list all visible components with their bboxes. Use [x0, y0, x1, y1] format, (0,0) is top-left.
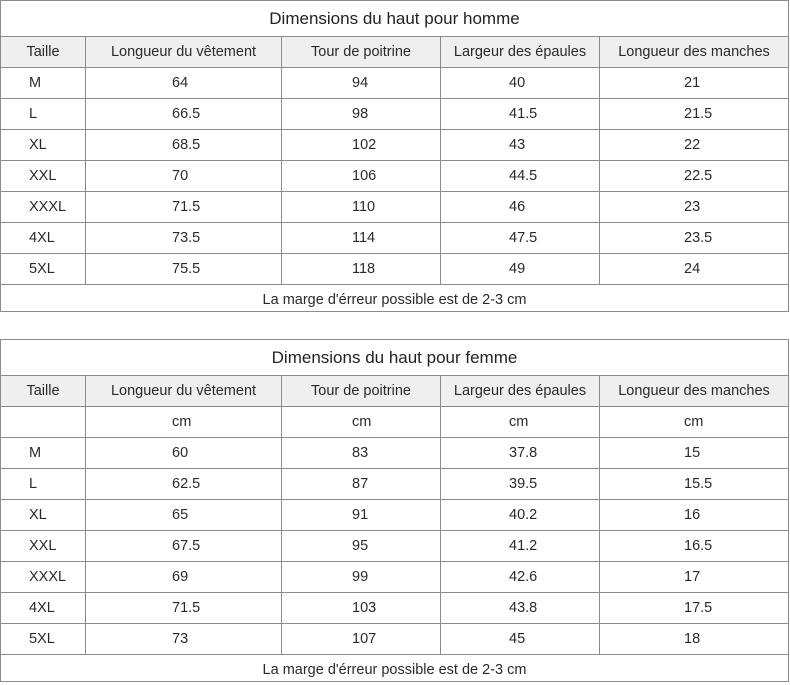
- cell-shoulder-width: 44.5: [441, 161, 600, 191]
- table-header-row: [1, 376, 788, 407]
- cell-sleeve-length: 22: [684, 137, 701, 153]
- cell-garment-length: 60: [86, 438, 282, 468]
- unit-sleeve-length: cm: [684, 414, 704, 430]
- table-row: [1, 223, 788, 254]
- header-sleeve-length: Longueur des manches: [618, 44, 770, 60]
- table-row: [1, 500, 788, 531]
- cell-sleeve-length: 21.5: [684, 106, 713, 122]
- table-header-row: [1, 37, 788, 68]
- table-row: [1, 438, 788, 469]
- cell-chest: 102: [282, 130, 441, 160]
- cell-size: 4XL: [1, 593, 86, 623]
- cell-sleeve-length: 17.5: [684, 600, 713, 616]
- cell-chest: 118: [282, 254, 441, 284]
- cell-sleeve-length: 16.5: [684, 538, 713, 554]
- cell-chest: 114: [282, 223, 441, 253]
- unit-garment-length: cm: [86, 407, 282, 437]
- header-garment-length: Longueur du vêtement: [86, 376, 282, 406]
- cell-size: XL: [1, 130, 86, 160]
- cell-sleeve-length: 15.5: [684, 476, 713, 492]
- cell-size: XXXL: [1, 562, 86, 592]
- cell-shoulder-width: 37.8: [441, 438, 600, 468]
- cell-sleeve-length: 23: [684, 199, 701, 215]
- cell-garment-length: 64: [86, 68, 282, 98]
- cell-shoulder-width: 43.8: [441, 593, 600, 623]
- table-row: [1, 593, 788, 624]
- unit-shoulder-width: cm: [441, 407, 600, 437]
- cell-size: XXL: [1, 161, 86, 191]
- cell-shoulder-width: 45: [441, 624, 600, 654]
- cell-garment-length: 65: [86, 500, 282, 530]
- table-row: [1, 531, 788, 562]
- cell-chest: 110: [282, 192, 441, 222]
- cell-size: 5XL: [1, 624, 86, 654]
- cell-garment-length: 71.5: [86, 593, 282, 623]
- header-chest: Tour de poitrine: [282, 37, 441, 67]
- cell-sleeve-length: 16: [684, 507, 701, 523]
- table-row: [1, 99, 788, 130]
- header-shoulder-width: Largeur des épaules: [441, 376, 600, 406]
- cell-garment-length: 70: [86, 161, 282, 191]
- cell-sleeve-length: 15: [684, 445, 701, 461]
- cell-sleeve-length: 23.5: [684, 230, 713, 246]
- cell-chest: 106: [282, 161, 441, 191]
- table-row: [1, 254, 788, 285]
- cell-garment-length: 75.5: [86, 254, 282, 284]
- cell-shoulder-width: 42.6: [441, 562, 600, 592]
- header-chest: Tour de poitrine: [282, 376, 441, 406]
- table-row: [1, 161, 788, 192]
- cell-garment-length: 66.5: [86, 99, 282, 129]
- cell-chest: 95: [282, 531, 441, 561]
- cell-chest: 103: [282, 593, 441, 623]
- table-row: [1, 68, 788, 99]
- units-row: [1, 407, 788, 438]
- header-shoulder-width: Largeur des épaules: [441, 37, 600, 67]
- cell-shoulder-width: 41.5: [441, 99, 600, 129]
- unit-size: [1, 407, 86, 437]
- table-title: Dimensions du haut pour femme: [1, 340, 788, 376]
- cell-sleeve-length: 21: [684, 75, 701, 91]
- table-row: [1, 130, 788, 161]
- cell-garment-length: 73: [86, 624, 282, 654]
- cell-shoulder-width: 46: [441, 192, 600, 222]
- header-size: Taille: [1, 376, 86, 406]
- cell-chest: 99: [282, 562, 441, 592]
- header-garment-length: Longueur du vêtement: [86, 37, 282, 67]
- cell-size: XXXL: [1, 192, 86, 222]
- cell-shoulder-width: 41.2: [441, 531, 600, 561]
- table-row: [1, 624, 788, 655]
- cell-garment-length: 62.5: [86, 469, 282, 499]
- cell-sleeve-length: 24: [684, 261, 701, 277]
- table-row: [1, 469, 788, 500]
- cell-chest: 87: [282, 469, 441, 499]
- table-row: [1, 562, 788, 593]
- table-footnote: La marge d'érreur possible est de 2-3 cm: [262, 662, 527, 678]
- cell-size: M: [1, 68, 86, 98]
- cell-chest: 98: [282, 99, 441, 129]
- cell-sleeve-length: 22.5: [684, 168, 713, 184]
- cell-size: XL: [1, 500, 86, 530]
- cell-shoulder-width: 40.2: [441, 500, 600, 530]
- header-sleeve-length: Longueur des manches: [618, 383, 770, 399]
- cell-size: XXL: [1, 531, 86, 561]
- cell-shoulder-width: 49: [441, 254, 600, 284]
- cell-shoulder-width: 39.5: [441, 469, 600, 499]
- cell-size: L: [1, 99, 86, 129]
- cell-chest: 83: [282, 438, 441, 468]
- cell-shoulder-width: 40: [441, 68, 600, 98]
- cell-size: 5XL: [1, 254, 86, 284]
- cell-garment-length: 71.5: [86, 192, 282, 222]
- cell-chest: 91: [282, 500, 441, 530]
- cell-chest: 107: [282, 624, 441, 654]
- cell-garment-length: 67.5: [86, 531, 282, 561]
- cell-size: 4XL: [1, 223, 86, 253]
- table-footnote: La marge d'érreur possible est de 2-3 cm: [262, 292, 527, 308]
- cell-garment-length: 68.5: [86, 130, 282, 160]
- men-size-table: [0, 0, 789, 312]
- cell-garment-length: 73.5: [86, 223, 282, 253]
- cell-shoulder-width: 43: [441, 130, 600, 160]
- women-size-table: [0, 339, 789, 682]
- cell-size: M: [1, 438, 86, 468]
- unit-chest: cm: [282, 407, 441, 437]
- header-size: Taille: [1, 37, 86, 67]
- table-title: Dimensions du haut pour homme: [1, 1, 788, 37]
- cell-shoulder-width: 47.5: [441, 223, 600, 253]
- cell-garment-length: 69: [86, 562, 282, 592]
- cell-sleeve-length: 17: [684, 569, 701, 585]
- cell-sleeve-length: 18: [684, 631, 701, 647]
- table-row: [1, 192, 788, 223]
- cell-chest: 94: [282, 68, 441, 98]
- cell-size: L: [1, 469, 86, 499]
